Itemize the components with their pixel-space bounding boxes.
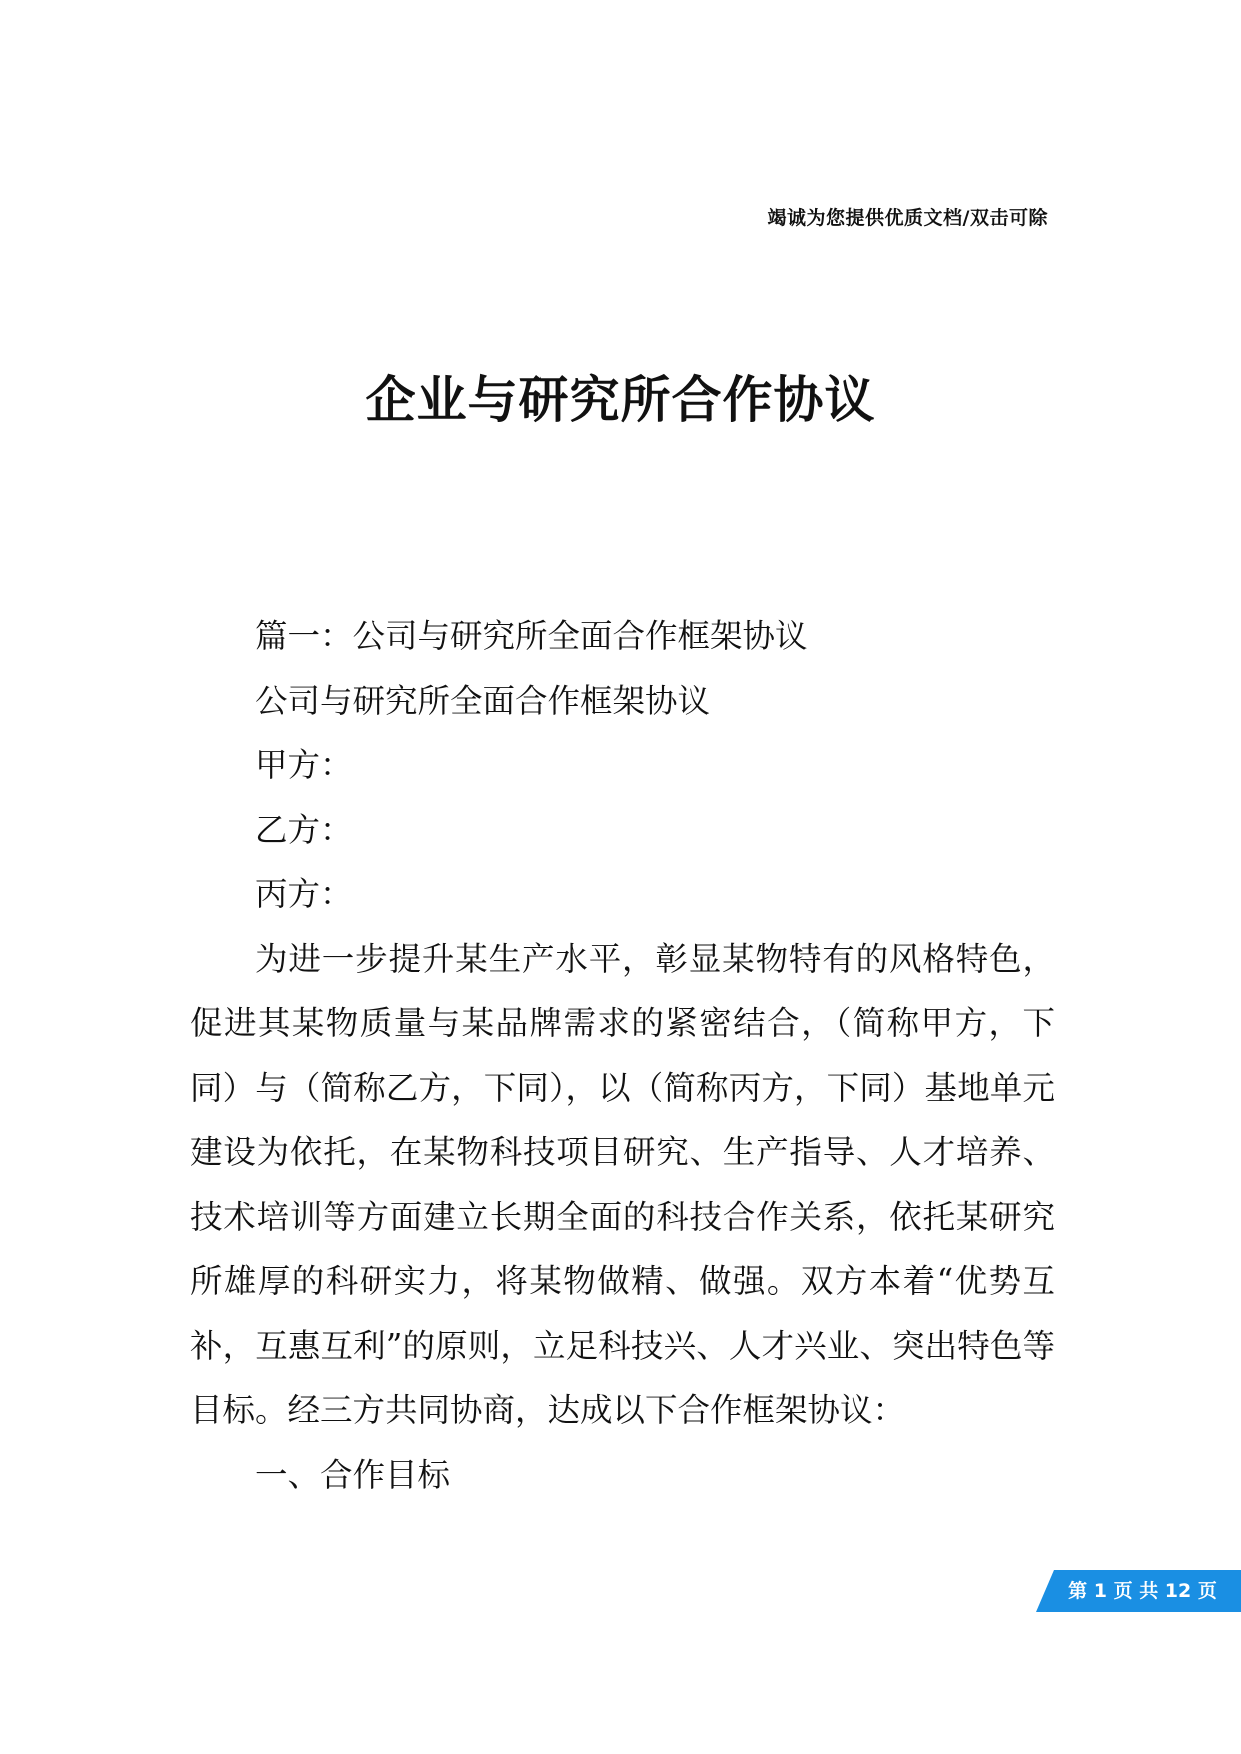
document-body xyxy=(190,604,1055,1507)
document-title: 企业与研究所合作协议 xyxy=(365,371,876,429)
header-note: 竭诚为您提供优质文档/双击可除 xyxy=(767,207,1048,229)
intro-paragraph: 为进一步提升某生产水平，彰显某物特有的风格特色，促进其某物质量与某品牌需求的紧密结合，（简称甲方，下同）与（简称乙方，下同），以（简称丙方，下同）基地单元建设为依托，在某物科技项目研究、生产指导、人才培养、技术培训等方面建立长期全面的科技合作关系，依托某研究所雄厚的科研实力，将某物做精、做强。双方本着“优势互补，互惠互利”的原则，立足科技兴、人才兴业、突出特色等目标。经三方共同协商，达成以下合作框架协议： xyxy=(190,939,1055,1429)
section-heading-1: 一、合作目标 xyxy=(255,1455,451,1494)
page-indicator: 第 1 页 共 12 页 xyxy=(1068,1580,1217,1602)
section-title: 篇一：公司与研究所全面合作框架协议 xyxy=(255,617,808,655)
page-number-badge xyxy=(1036,1570,1241,1612)
party-a-label: 甲方： xyxy=(255,746,353,784)
agreement-subtitle: 公司与研究所全面合作框架协议 xyxy=(255,681,711,720)
party-c-label: 丙方： xyxy=(255,875,353,913)
party-b-label: 乙方： xyxy=(255,810,353,849)
